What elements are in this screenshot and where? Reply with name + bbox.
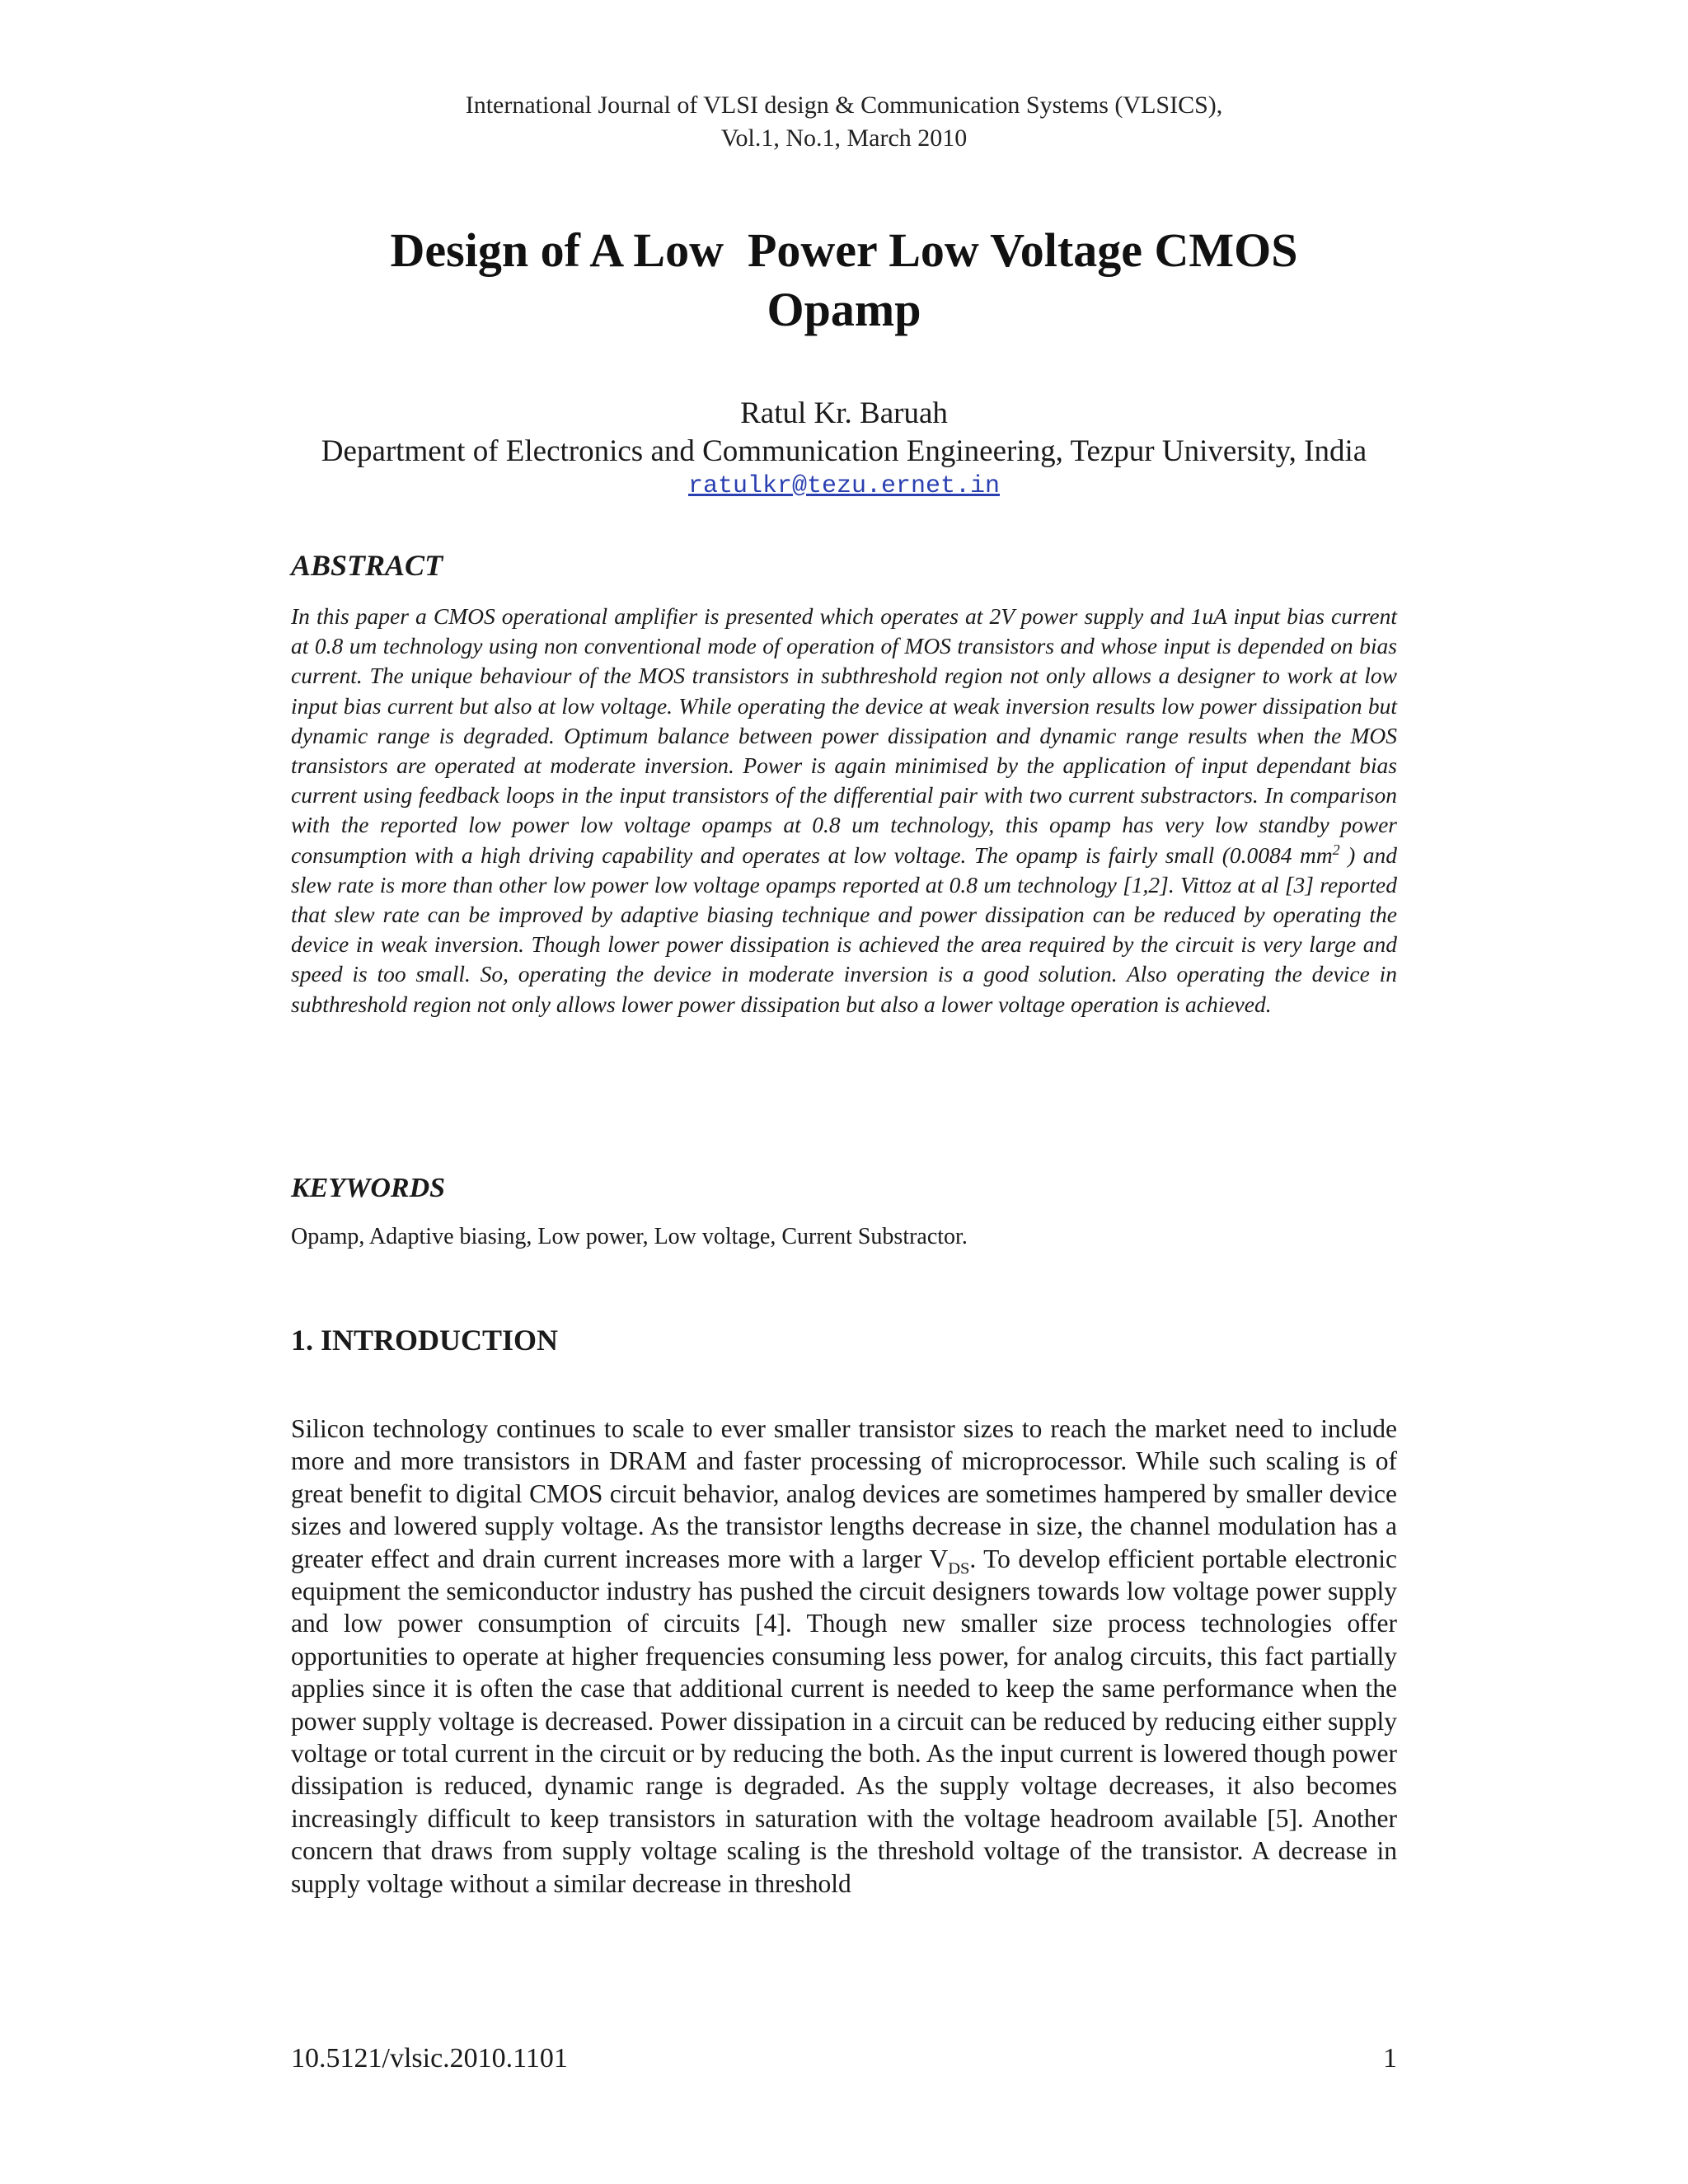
intro-text-part1: Silicon technology continues to scale to ever smaller transistor sizes to reach the market need to include more and more transistors in DRAM and faster processing of microprocessor. While such scaling is of great benefit to digital CMOS circuit behavior, analog devices are sometimes hampered by smaller device sizes and lowered supply voltage. As the transistor lengths decrease in size, the channel modulation has a greater effect and drain current increases more with a larger V bbox=[291, 1414, 1397, 1573]
keywords-section bbox=[291, 1170, 1397, 1253]
footer-page-number: 1 bbox=[1383, 2043, 1397, 2074]
introduction-body-wrapper bbox=[291, 1413, 1397, 1900]
abstract-superscript: 2 bbox=[1332, 841, 1340, 858]
abstract-text-part1: In this paper a CMOS operational amplifier is presented which operates at 2V power supply and 1uA input bias current at 0.8 um technology using non conventional mode of operation of MOS transistors and whose input is depended on bias current. The unique behaviour of the MOS transistors in subthreshold region not only allows a designer to work at low input bias current but also at low voltage. While operating the device at weak inversion results low power dissipation but dynamic range is degraded. Optimum balance between power dissipation and dynamic range results when the MOS transistors are operated at moderate inversion. Power is again minimised by the application of input dependant bias current using feedback loops in the input transistors of the differential pair with two current substractors. In comparison with the reported low power low voltage opamps at 0.8 um technology, this opamp has very low standby power consumption with a high driving capability and operates at low voltage. The opamp is fairly small (0.0084 mm bbox=[291, 603, 1397, 868]
introduction-body bbox=[291, 1413, 1397, 1900]
footer-doi: 10.5121/vlsic.2010.1101 bbox=[291, 2043, 568, 2074]
keywords-heading: KEYWORDS bbox=[291, 1173, 446, 1203]
abstract-section bbox=[291, 547, 1397, 1019]
keywords-body: Opamp, Adaptive biasing, Low power, Low voltage, Current Substractor. bbox=[291, 1224, 968, 1249]
abstract-heading-text: ABSTRACT bbox=[291, 549, 443, 582]
intro-subscript: DS bbox=[948, 1558, 970, 1577]
introduction-heading: 1. INTRODUCTION bbox=[291, 1324, 559, 1357]
author-name: Ratul Kr. Baruah bbox=[740, 396, 948, 430]
journal-header bbox=[0, 89, 1688, 155]
journal-name: International Journal of VLSI design & Communication Systems (VLSICS), bbox=[465, 91, 1223, 119]
introduction-section bbox=[291, 1322, 1397, 1358]
intro-text-part2: . To develop efficient portable electronic equipment the semiconductor industry has pushed the circuit designers towards low voltage power supply and low power consumption of circuits [4]. Though new smaller size process technologies offer opportunities to operate at higher frequencies consuming less power, for analog circuits, this fact partially applies since it is often the case that additional current is needed to keep the same performance when the power supply voltage is decreased. Power dissipation in a circuit can be reduced by reducing either supply voltage or total current in the circuit or by reducing the both. As the input current is lowered though power dissipation is reduced, dynamic range is degraded. As the supply voltage decreases, it also becomes increasingly difficult to keep transistors in saturation with the voltage headroom available [5]. Another concern that draws from supply voltage scaling is the threshold voltage of the transistor. A decrease in supply voltage without a similar decrease in threshold bbox=[291, 1544, 1398, 1898]
abstract-text-part2: ) and slew rate is more than other low power low voltage opamps reported at 0.8 um technology [1,2]. Vittoz at al [3] reported that slew rate can be improved by adaptive biasing technique and power dissipation can be reduced by operating the device in weak inversion. Though lower power dissipation is achieved the area required by the circuit is very large and speed is too small. So, operating the device in moderate inversion is a good solution. Also operating the device in subthreshold region not only allows lower power dissipation but also a lower voltage operation is achieved. bbox=[291, 841, 1397, 1017]
abstract-body bbox=[291, 602, 1397, 1019]
author-block bbox=[0, 394, 1688, 503]
paper-title bbox=[0, 221, 1688, 340]
paper-title-line1: Design of A Low Power Low Voltage CMOS bbox=[390, 223, 1298, 277]
author-email-link[interactable]: ratulkr@tezu.ernet.in bbox=[687, 472, 1001, 500]
abstract-heading bbox=[291, 547, 1397, 585]
paper-title-line2: Opamp bbox=[767, 283, 921, 336]
author-affiliation: Department of Electronics and Communication Engineering, Tezpur University, India bbox=[321, 434, 1367, 468]
journal-volume: Vol.1, No.1, March 2010 bbox=[720, 124, 968, 152]
